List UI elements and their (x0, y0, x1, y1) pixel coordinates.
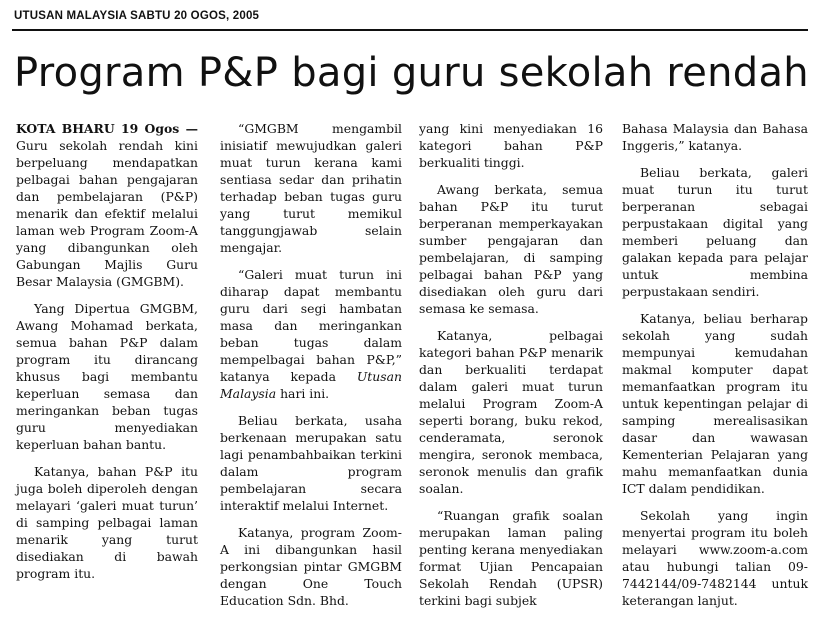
article-body (16, 120, 808, 610)
paragraph: Sekolah yang ingin menyertai program itu boleh melayari www.zoom-a.com atau hubungi talian 09-7442144/09-7482144 untuk keterangan lanjut. (622, 508, 808, 608)
paragraph-text: “Galeri muat turun ini diharap dapat membantu guru dari segi hambatan masa dan meringankan beban tugas dalam mempelbagai bahan P&P,” katanya kepada (220, 267, 402, 384)
paragraph: Katanya, program Zoom-A ini dibangunkan hasil perkongsian pintar GMGBM dengan One Touch Education Sdn. Bhd. (220, 525, 402, 608)
publication-name: Utusan Malaysia (220, 369, 402, 401)
article-column-1 (16, 120, 198, 592)
paragraph: Katanya, pelbagai kategori bahan P&P menarik dan berkualiti terdapat dalam galeri muat turun melalui Program Zoom-A seperti borang, buku rekod, cenderamata, seronok mengira, seronok membaca, seronok menulis dan grafik soalan. (419, 328, 603, 496)
paragraph: Katanya, bahan P&P itu juga boleh diperoleh dengan melayari ‘galeri muat turun’ di samping pelbagai laman menarik yang turut disediakan di bawah program itu. (16, 464, 198, 581)
paragraph (16, 120, 198, 290)
paragraph-text: Guru sekolah rendah kini berpeluang mendapatkan pelbagai bahan pengajaran dan pembelajaran (P&P) menarik dan efektif melalui laman web Program Zoom-A yang dibangunkan oleh Gabungan Majlis Guru Besar Malaysia (GMGBM). (16, 138, 198, 289)
paragraph: “GMGBM mengambil inisiatif mewujudkan galeri muat turun kerana kami sentiasa sedar dan prihatin terhadap beban tugas guru yang turut memikul tanggungjawab selain mengajar. (220, 121, 402, 255)
paragraph: Yang Dipertua GMGBM, Awang Mohamad berkata, semua bahan P&P dalam program itu dirancang khusus bagi membantu keperluan semasa dan meringankan beban tugas guru menyediakan keperluan bahan bantu. (16, 301, 198, 452)
paragraph: yang kini menyediakan 16 kategori bahan P&P berkualiti tinggi. (419, 121, 603, 170)
paragraph: Beliau berkata, galeri muat turun itu turut berperanan sebagai perpustakaan digital yang memberi peluang dan galakan kepada para pelajar untuk membina perpustakaan sendiri. (622, 165, 808, 299)
masthead-rule (12, 29, 808, 31)
article-column-4 (622, 120, 808, 618)
paragraph (220, 266, 402, 402)
paragraph-text: hari ini. (276, 386, 330, 401)
paragraph: Katanya, beliau berharap sekolah yang sudah mempunyai kemudahan makmal komputer dapat memanfaatkan program itu untuk kepentingan pelajar di samping merealisasikan dasar dan wawasan Kementerian Pelajaran yang mahu memanfaatkan dunia ICT dalam pendidikan. (622, 311, 808, 496)
paragraph: “Ruangan grafik soalan merupakan laman paling penting kerana menyediakan format Ujian Pencapaian Sekolah Rendah (UPSR) terkini bagi subjek (419, 508, 603, 608)
dateline: KOTA BHARU 19 Ogos — (16, 121, 198, 136)
paragraph: Bahasa Malaysia dan Bahasa Inggeris,” katanya. (622, 121, 808, 153)
masthead: UTUSAN MALAYSIA SABTU 20 OGOS, 2005 (14, 10, 260, 22)
article-column-2 (220, 120, 402, 618)
article-column-3 (419, 120, 603, 618)
headline: Program P&P bagi guru sekolah rendah (14, 50, 809, 96)
paragraph: Beliau berkata, usaha berkenaan merupakan satu lagi penambahbaikan terkini dalam program pembelajaran secara interaktif melalui Internet. (220, 413, 402, 513)
paragraph: Awang berkata, semua bahan P&P itu turut berperanan memperkayakan sumber pengajaran dan pembelajaran, di samping pelbagai bahan P&P yang disediakan oleh guru dari semasa ke semasa. (419, 182, 603, 316)
